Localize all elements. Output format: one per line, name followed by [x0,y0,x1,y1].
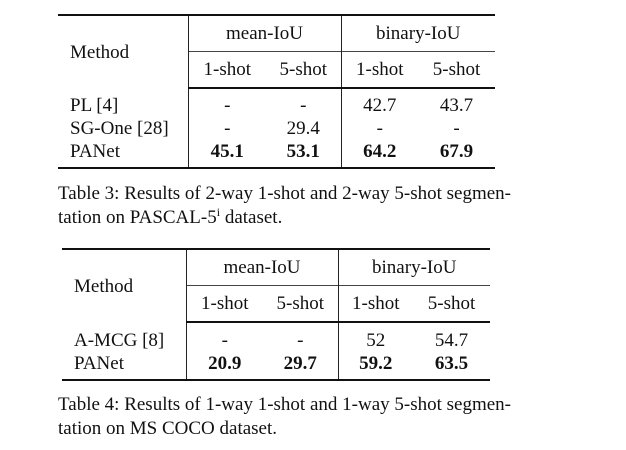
cell: 59.2 [338,352,413,380]
subheader-5shot: 5-shot [263,286,338,322]
cell: 29.4 [266,116,341,140]
cell: 20.9 [186,352,263,380]
subheader-1shot: 1-shot [186,286,263,322]
subheader-5shot: 5-shot [413,286,490,322]
subheader-5shot: 5-shot [418,52,495,88]
cell: - [263,322,338,352]
row-method: PANet [62,352,186,380]
table-3 [58,14,495,169]
subheader-1shot: 1-shot [338,286,413,322]
cell: 43.7 [439,95,474,116]
subheader-1shot: 1-shot [341,52,418,88]
cell: - [221,330,228,351]
cell: 29.7 [263,352,338,380]
cell: 64.2 [341,140,418,168]
caption-line: Table 4: Results of 1-way 1-shot and 1-way 5-shot segmen- [58,394,511,415]
method-header: Method [62,249,186,322]
group-header-mean-iou: mean-IoU [186,249,338,286]
cell: - [224,117,231,139]
subheader-1shot: 1-shot [188,52,266,88]
cell: 67.9 [418,140,495,168]
cell: 63.5 [413,352,490,380]
group-header-binary-iou: binary-IoU [341,15,495,52]
cell: - [224,95,231,116]
cell: - [266,88,341,116]
table-4 [62,248,490,381]
row-method: A-MCG [8] [62,322,186,352]
group-header-mean-iou: mean-IoU [188,15,341,52]
cell: 45.1 [188,140,266,168]
table-3-caption [58,182,578,230]
row-method: PL [4] [58,88,188,116]
row-method: PANet [58,140,188,168]
cell: 42.7 [363,95,397,116]
table-4-caption [58,393,578,441]
method-header: Method [58,15,188,88]
subheader-5shot: 5-shot [266,52,341,88]
cell: - [453,117,460,139]
group-header-binary-iou: binary-IoU [338,249,490,286]
cell: 52 [366,330,386,351]
cell: - [376,117,383,139]
row-method: SG-One [28] [58,116,188,140]
caption-line: tation on PASCAL-5$^i$ dataset. [58,205,283,228]
caption-line: tation on MS COCO dataset. [58,418,278,439]
cell: 54.7 [434,330,469,351]
caption-line: Table 3: Results of 2-way 1-shot and 2-way 5-shot segmen- [58,183,511,204]
cell: 53.1 [266,140,341,168]
